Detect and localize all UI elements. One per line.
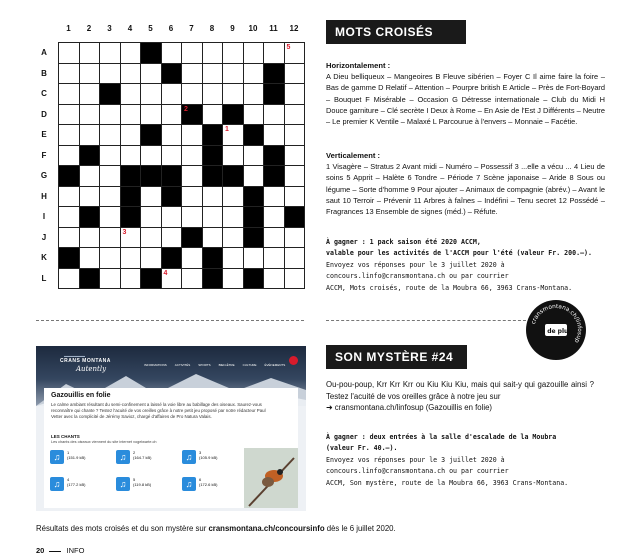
row-letter: K — [41, 253, 47, 262]
crossword-cell[interactable] — [79, 125, 100, 146]
crossword-cell[interactable] — [59, 84, 80, 105]
crossword-cell[interactable] — [120, 268, 141, 289]
crossword-cell[interactable] — [243, 166, 264, 187]
vertical-label: Verticalement : — [326, 151, 381, 160]
row-letter: G — [40, 171, 48, 180]
crossword-block — [243, 227, 264, 248]
crossword-cell[interactable] — [120, 125, 141, 146]
crossword-cell[interactable] — [223, 186, 244, 207]
vertical-clues — [326, 150, 605, 217]
crossword-block — [182, 227, 203, 248]
crossword-cell[interactable] — [202, 104, 223, 125]
crossword-cell[interactable] — [100, 104, 121, 125]
crossword-cell[interactable] — [59, 268, 80, 289]
crossword-cell[interactable] — [141, 84, 162, 105]
mystery-intro — [326, 379, 594, 414]
crossword-cell[interactable] — [79, 227, 100, 248]
crossword-block — [79, 145, 100, 166]
crossword-cell[interactable] — [59, 207, 80, 228]
badge-more: + de plus — [540, 328, 572, 335]
crossword-cell[interactable] — [284, 268, 305, 289]
crossword-cell[interactable] — [182, 84, 203, 105]
crossword-cell[interactable] — [223, 268, 244, 289]
crossword-cell[interactable] — [264, 43, 285, 64]
mystery-send-1: Envoyez vos réponses pour le 3 juillet 2020 à — [326, 455, 505, 464]
crossword-cell[interactable] — [284, 248, 305, 269]
mystery-send-3: ACCM, Son mystère, route de la Moubra 66, 3963 Crans-Montana. — [326, 478, 569, 487]
cell-number: 4 — [163, 269, 168, 277]
music-note-icon[interactable]: ♫ — [116, 450, 130, 464]
crossword-cell[interactable] — [100, 248, 121, 269]
audio-track[interactable] — [116, 477, 151, 491]
track-number: 4 — [67, 477, 70, 482]
crossword-block — [141, 268, 162, 289]
mystery-send-2: concours.linfo@cransmontana.ch ou par courrier — [326, 467, 509, 476]
crossword-cell[interactable] — [79, 166, 100, 187]
crossword-cell[interactable] — [243, 63, 264, 84]
crossword-cell[interactable] — [202, 227, 223, 248]
column-number: 7 — [189, 24, 194, 33]
results-text-a: Résultats des mots croisés et du son mystère sur — [36, 524, 209, 533]
crossword-block — [182, 104, 203, 125]
crossword-block — [141, 166, 162, 187]
crossword-cell[interactable] — [264, 227, 285, 248]
crossword-cell[interactable] — [264, 186, 285, 207]
crossword-cell[interactable] — [100, 268, 121, 289]
row-letter: F — [41, 150, 47, 160]
crossword-cell[interactable] — [141, 145, 162, 166]
crossword-block — [141, 125, 162, 146]
column-number: 6 — [168, 24, 174, 33]
crossword-row — [59, 166, 305, 187]
audio-track[interactable] — [50, 477, 85, 491]
page-number: 20 — [36, 546, 45, 555]
audio-track[interactable] — [182, 477, 217, 491]
crossword-block — [202, 145, 223, 166]
cell-number: 1 — [225, 126, 229, 133]
crossword-cell[interactable] — [120, 104, 141, 125]
crossword-block — [161, 186, 182, 207]
results-link[interactable]: cransmontana.ch/concoursinfo — [208, 524, 325, 533]
crossword-cell[interactable] — [59, 145, 80, 166]
crossword-block — [243, 186, 264, 207]
crossword-block — [202, 268, 223, 289]
crossword-cell[interactable] — [264, 248, 285, 269]
track-size: (119.8 kB) — [133, 482, 152, 487]
crossword-cell[interactable] — [284, 166, 305, 187]
crossword-block — [120, 186, 141, 207]
crossword-cell[interactable] — [120, 227, 141, 248]
crossword-cell[interactable] — [100, 125, 121, 146]
crossword-cell[interactable] — [223, 207, 244, 228]
crossword-block — [243, 125, 264, 146]
crossword-row — [59, 104, 305, 125]
crossword-cell[interactable] — [161, 227, 182, 248]
website-flag-icon — [289, 356, 298, 365]
crossword-cell[interactable] — [120, 63, 141, 84]
crossword-cell[interactable] — [141, 186, 162, 207]
column-number: 11 — [269, 24, 278, 33]
page-footer — [36, 546, 84, 555]
crossword-cell[interactable] — [120, 43, 141, 64]
track-number: 5 — [133, 477, 136, 482]
column-number: 2 — [86, 24, 92, 33]
results-text-b: dès le 6 juillet 2020. — [324, 524, 396, 533]
crossword-block — [100, 84, 121, 105]
vertical-text: 1 Visagère – Stratus 2 Avant midi – Numéro – Possessif 3 ...elle a vécu ... 4 Lieu de soins 5 Apprit – Halète 6 Tondre – Période 7 Scène japonaise – Aride 8 Sous ou légume – Sorte d'homme 9 Pour ajouter – Animaux de compagnie (abrév.) – Avant le saut 10 Terroir – Prévenir 11 Arbres à faînes – Indéfini – Tenu secret 12 Possédé – Fragrances 13 Ensemble de signes (méd.) – Réfute. — [326, 162, 605, 217]
crossword-cell[interactable] — [182, 166, 203, 187]
row-letter: E — [41, 130, 47, 139]
crossword-cell[interactable] — [202, 207, 223, 228]
songs-label: LES CHANTS — [51, 434, 80, 439]
crossword-cell[interactable] — [223, 84, 244, 105]
crossword-block — [79, 207, 100, 228]
horizontal-clues — [326, 60, 605, 127]
crossword-cell[interactable] — [264, 104, 285, 125]
crossword-row — [59, 125, 305, 146]
column-number: 9 — [230, 24, 235, 33]
crossword-cell[interactable] — [284, 125, 305, 146]
row-letter: I — [42, 212, 46, 221]
music-note-icon[interactable]: ♫ — [116, 477, 130, 491]
website-article — [44, 388, 298, 508]
crossword-cell[interactable] — [243, 248, 264, 269]
column-number: 4 — [127, 24, 133, 33]
crossword-cell[interactable] — [182, 43, 203, 64]
website-nav-item[interactable]: BIEN-ÊTRE — [218, 363, 235, 367]
crossword-cell[interactable] — [141, 104, 162, 125]
crossword-block — [202, 166, 223, 187]
crossword-cell[interactable] — [264, 125, 285, 146]
row-letter: A — [41, 48, 47, 57]
crossword-cell[interactable] — [59, 104, 80, 125]
row-letter: B — [41, 68, 47, 78]
cell-number: 2 — [184, 105, 188, 113]
crossword-block — [120, 207, 141, 228]
track-number: 6 — [199, 477, 202, 482]
row-letter: C — [41, 89, 47, 98]
linfosup-badge[interactable] — [526, 300, 586, 360]
crossword-cell[interactable] — [243, 104, 264, 125]
crossword-cell[interactable] — [182, 207, 203, 228]
music-note-icon[interactable]: ♫ — [182, 477, 196, 491]
mystery-intro-text: Ou-pou-poup, Krr Krr Krr ou Kiu Kiu Kiu, mais qui sait-y qui gazouille ainsi ? Testez l'acuité de vos oreilles grâce à notre jeu sur — [326, 380, 594, 401]
website-topline: ▬▬▬▬▬▬ — [64, 354, 85, 358]
crossword-block — [243, 268, 264, 289]
crossword-cell[interactable] — [223, 43, 244, 64]
horizontal-text: A Dieu belliqueux – Mangeoires B Fleuve sibérien – Foyer C Il aime faire la foire – Bas de gamme D Relatif – Attention – Pourpre british E Article – Près de Fort-Boyard – Bouquet F Misérable – Occasion G Détresse internationale – Club du Midi H Douce garniture – Clé secrète I Deux à Rome – En Asie de l'Est J Différents – Neutre – Le premier K Ventile – Malaxé L Parcourue à l'envers – Monnaie – Facétie. — [326, 72, 605, 127]
crossword-cell[interactable] — [223, 63, 244, 84]
column-number: 8 — [209, 24, 215, 33]
footer-rule — [49, 551, 61, 552]
crossword-cell[interactable] — [79, 186, 100, 207]
crossword-row — [59, 63, 305, 84]
website-tagline: Autently — [76, 365, 107, 373]
badge-url: cransmontana.ch/linfosup — [530, 303, 583, 344]
website-brand: CRANS MONTANA — [60, 358, 111, 364]
website-nav — [144, 363, 285, 367]
crossword-block — [264, 166, 285, 187]
crossword-cell[interactable] — [161, 84, 182, 105]
crossword-block — [223, 104, 244, 125]
crossword-cell[interactable] — [243, 43, 264, 64]
crossword-cell[interactable] — [284, 186, 305, 207]
crossword-row — [59, 84, 305, 105]
crossword-cell[interactable] — [59, 125, 80, 146]
mystery-title: SON MYSTÈRE #24 — [326, 345, 467, 369]
crossword-prize-line2: valable pour les activités de l'ACCM pour l'été (valeur Fr. 200.–). — [326, 249, 592, 258]
website-nav-item[interactable]: ACTIVITÉS — [174, 363, 191, 367]
crossword-cell[interactable] — [120, 248, 141, 269]
website-nav-item[interactable]: SPORTS — [198, 363, 211, 367]
crossword-cell[interactable] — [182, 125, 203, 146]
crossword-cell[interactable] — [223, 227, 244, 248]
music-note-icon[interactable]: ♫ — [50, 450, 64, 464]
crossword-prize — [326, 237, 616, 294]
crossword-cell[interactable] — [59, 43, 80, 64]
crossword-block — [264, 63, 285, 84]
audio-track[interactable] — [50, 450, 85, 464]
crossword-cell[interactable] — [161, 43, 182, 64]
crossword-send-2: concours.linfo@cransmontana.ch ou par courrier — [326, 272, 509, 281]
crossword-cell[interactable] — [202, 186, 223, 207]
crossword-cell[interactable] — [284, 227, 305, 248]
crossword-block — [202, 125, 223, 146]
crossword-cell[interactable] — [100, 186, 121, 207]
crossword-cell[interactable] — [120, 145, 141, 166]
crossword-cell[interactable] — [141, 207, 162, 228]
crossword-cell[interactable] — [223, 248, 244, 269]
website-screenshot — [36, 346, 306, 511]
crossword-cell[interactable] — [59, 63, 80, 84]
svg-text:cransmontana.ch/linfosup — [531, 304, 582, 344]
crossword-cell[interactable] — [202, 43, 223, 64]
crossword-cell[interactable] — [182, 268, 203, 289]
crossword-cell[interactable] — [100, 207, 121, 228]
column-number: 10 — [248, 24, 258, 33]
crossword-block — [161, 248, 182, 269]
crossword-block — [223, 166, 244, 187]
audio-track[interactable] — [182, 450, 217, 464]
crossword-cell[interactable] — [284, 104, 305, 125]
crossword-cell[interactable] — [182, 186, 203, 207]
crossword-cell[interactable] — [284, 43, 305, 64]
crossword-block — [141, 43, 162, 64]
website-nav-item[interactable]: INFORMATIONS — [144, 363, 167, 367]
crossword-cell[interactable] — [243, 84, 264, 105]
crossword-block — [79, 268, 100, 289]
row-letter: J — [41, 232, 47, 242]
article-heading: Gazouillis en folie — [51, 392, 111, 399]
crossword-cell[interactable] — [243, 145, 264, 166]
crossword-cell[interactable] — [141, 248, 162, 269]
horizontal-label: Horizontalement : — [326, 61, 391, 70]
crossword-row — [59, 43, 305, 64]
footer-section: INFO — [66, 546, 85, 555]
crossword-cell[interactable] — [223, 125, 244, 146]
results-line — [36, 524, 396, 533]
crossword-cell[interactable] — [264, 268, 285, 289]
track-number: 1 — [67, 450, 70, 455]
music-note-icon[interactable]: ♫ — [50, 477, 64, 491]
crossword-block — [243, 207, 264, 228]
crossword-block — [59, 248, 80, 269]
crossword-cell[interactable] — [284, 145, 305, 166]
crossword-send-3: ACCM, Mots croisés, route de la Moubra 66, 3963 Crans-Montana. — [326, 283, 573, 292]
crossword-cell[interactable] — [202, 84, 223, 105]
crossword-cell[interactable] — [79, 248, 100, 269]
crossword-cell[interactable] — [182, 145, 203, 166]
crossword-cell[interactable] — [100, 43, 121, 64]
crossword-cell[interactable] — [223, 145, 244, 166]
mystery-prize-line1: À gagner : deux entrées à la salle d'escalade de la Moubra — [326, 433, 557, 441]
crossword-cell[interactable] — [100, 63, 121, 84]
crossword-block — [161, 166, 182, 187]
track-number: 2 — [133, 450, 136, 455]
crossword-cell[interactable] — [59, 186, 80, 207]
crossword-cell[interactable] — [100, 145, 121, 166]
crossword-cell[interactable] — [161, 125, 182, 146]
crossword-row — [59, 248, 305, 269]
crossword-cell[interactable] — [182, 63, 203, 84]
column-number: 5 — [148, 24, 153, 33]
crossword-block — [264, 84, 285, 105]
crossword-row — [59, 186, 305, 207]
track-size: (164.7 kB) — [133, 455, 152, 460]
track-size: (105.9 kB) — [199, 455, 218, 460]
crossword-cell[interactable] — [100, 166, 121, 187]
divider-right — [326, 320, 526, 321]
column-number: 1 — [66, 24, 71, 33]
crossword-block — [284, 207, 305, 228]
mystery-link[interactable]: ➜ cransmontana.ch/linfosup (Gazouillis en folie) — [326, 403, 493, 412]
row-letter: L — [41, 273, 47, 283]
crossword-cell[interactable] — [264, 207, 285, 228]
mystery-prize-line2: (valeur Fr. 40.–). — [326, 444, 398, 453]
crossword-prize-line1: À gagner : 1 pack saison été 2020 ACCM, — [326, 238, 481, 246]
crossword-cell[interactable] — [141, 63, 162, 84]
crossword-send-1: Envoyez vos réponses pour le 3 juillet 2020 à — [326, 260, 505, 269]
track-number: 3 — [199, 450, 202, 455]
cell-number: 5 — [286, 44, 291, 51]
crossword-cell[interactable] — [161, 268, 182, 289]
crossword-cell[interactable] — [79, 84, 100, 105]
row-letter: D — [41, 109, 47, 119]
divider-left — [36, 320, 304, 321]
mystery-prize — [326, 432, 616, 489]
crossword-cell[interactable] — [284, 63, 305, 84]
crossword-cell[interactable] — [79, 63, 100, 84]
crossword-cell[interactable] — [161, 207, 182, 228]
crossword-block — [161, 63, 182, 84]
crossword-cell[interactable] — [59, 227, 80, 248]
crossword-block — [202, 248, 223, 269]
crossword-row — [59, 145, 305, 166]
crossword-cell[interactable] — [161, 104, 182, 125]
website-nav-item[interactable]: CULTURE — [242, 363, 257, 367]
audio-track[interactable] — [116, 450, 151, 464]
crossword-cell[interactable] — [141, 227, 162, 248]
row-letter: H — [41, 191, 47, 201]
bird-photo — [244, 448, 298, 508]
column-number: 12 — [289, 24, 299, 33]
column-number: 3 — [107, 24, 112, 33]
crossword-cell[interactable] — [79, 43, 100, 64]
cell-number: 3 — [122, 228, 127, 236]
crossword-row — [59, 227, 305, 248]
track-size: (177.2 kB) — [67, 482, 86, 487]
crossword-grid — [58, 42, 305, 289]
songs-sub: Les chants des oiseaux viennent du site internet vogelwarte.ch — [51, 440, 157, 444]
crossword-cell[interactable] — [161, 145, 182, 166]
music-note-icon[interactable]: ♫ — [182, 450, 196, 464]
crossword-title: MOTS CROISÉS #24 — [326, 20, 466, 44]
crossword-cell[interactable] — [79, 104, 100, 125]
crossword-row — [59, 268, 305, 289]
track-size: (172.6 kB) — [199, 482, 218, 487]
website-nav-item[interactable]: ÉVÉNEMENTS — [264, 363, 286, 367]
crossword-cell[interactable] — [100, 227, 121, 248]
crossword-block — [120, 166, 141, 187]
crossword-cell[interactable] — [182, 248, 203, 269]
crossword-cell[interactable] — [202, 63, 223, 84]
crossword-cell[interactable] — [284, 84, 305, 105]
crossword-block — [59, 166, 80, 187]
article-body: Le calme ambiant résultant du semi-confinement a laissé la voie libre au babillage des oiseaux. Saurez-vous reconnaître qui chante ? Testez l'acuité de vos oreilles grâce à notre petit jeu proposé par notre rédacteur Paul Vetter avec la complicité de Jérémy Savioz, chargé d'affaires de Pro Natura Valais. — [51, 402, 266, 419]
crossword-row — [59, 207, 305, 228]
crossword-block — [264, 145, 285, 166]
crossword-cell[interactable] — [120, 84, 141, 105]
track-size: (151.9 kB) — [67, 455, 86, 460]
